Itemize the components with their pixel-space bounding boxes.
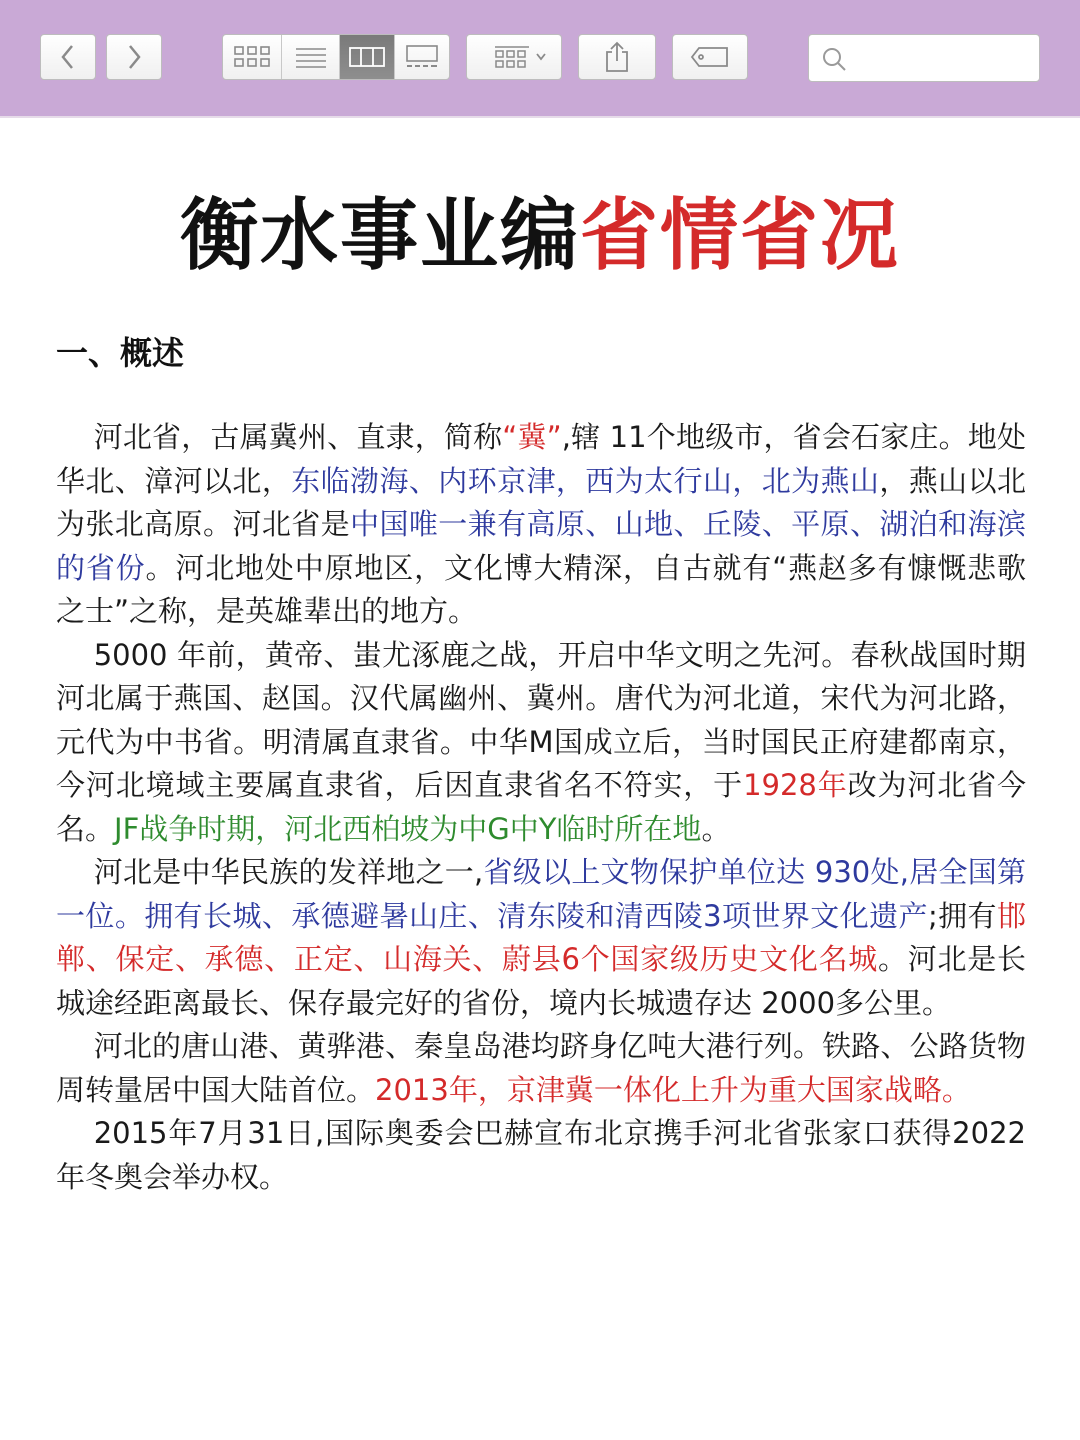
paragraph-4 [56,1025,1026,1112]
group-by-button[interactable] [466,34,562,80]
group-by-icon [479,44,549,70]
text-run: ;拥有 [927,898,997,933]
article-body [56,416,1026,1199]
chevron-right-icon [124,42,144,72]
text-run: 东临渤海、内环京津，西为太行山，北为燕山 [291,463,880,498]
search-icon [821,46,847,72]
text-run: 1928年 [743,768,848,802]
back-button[interactable] [40,34,96,80]
text-run: 改为河北省今名。 [56,768,1026,846]
text-run: 河北是中华民族的发祥地之一, [93,855,484,889]
text-run: 2015年7月31日,国际奥委会巴赫宣布北京携手河北省张家口获得2022 年冬奥会举办权。 [56,1116,1026,1194]
paragraph-3 [56,851,1026,1025]
search-input[interactable] [857,43,1031,75]
list-view-button[interactable] [282,35,340,79]
view-mode-segmented-control [222,34,450,80]
share-button[interactable] [578,34,656,80]
text-run: 2013年，京津冀一体化上升为重大国家战略。 [375,1072,971,1107]
search-field[interactable] [808,34,1040,82]
text-run: 河北的唐山港、黄骅港、秦皇岛港均跻身亿吨大港行列。铁路、公路货物周转量居中国大陆首位。 [56,1029,1026,1107]
column-view-button[interactable] [340,35,396,79]
tag-icon [689,45,731,69]
tag-button[interactable] [672,34,748,80]
page-title [0,186,1080,286]
text-run: 邯郸、保定、承德、正定、山海关、蔚县6个国家级历史文化名城 [56,898,1026,976]
section-heading: 一、概述 [56,334,185,372]
gallery-view-button[interactable] [395,35,449,79]
text-run: JF战争时期，河北西柏坡为中G中Y临时所在地 [114,811,702,846]
text-run: 河北省，古属冀州、直隶，简称 [93,420,503,454]
share-icon [601,40,633,74]
forward-button[interactable] [106,34,162,80]
text-run: 中国唯一兼有高原、山地、丘陵、平原、湖泊和海滨的省份 [56,507,1026,585]
grid-view-button[interactable] [223,35,282,79]
text-run: “冀” [502,420,562,454]
text-run: 。河北是长城途经距离最长、保存最完好的省份，境内长城遗存达 2000多公里。 [56,942,1026,1020]
text-run: 省级以上文物保护单位达 930处,居全国第一位。拥有长城、承德避暑山庄、清东陵和清西陵3项世界文化遗产 [56,855,1026,933]
list-view-icon [294,45,328,69]
text-run: 。河北地处中原地区，文化博大精深，自古就有“燕赵多有慷慨悲歌之士”之称，是英雄辈出的地方。 [56,550,1026,628]
title-red: 省情省况 [580,191,901,281]
text-run: 。 [701,811,731,846]
grid-view-icon [232,44,272,70]
toolbar [0,0,1080,118]
paragraph-1 [56,416,1026,634]
gallery-view-icon [403,44,441,70]
column-view-icon [348,46,386,68]
text-run: ，燕山以北为张北高原。河北省是 [56,463,1026,541]
title-black: 衡水事业编 [179,191,580,281]
paragraph-5 [56,1112,1026,1199]
paragraph-2 [56,634,1026,852]
chevron-left-icon [58,42,78,72]
text-run: 5000 年前，黄帝、蚩尤涿鹿之战，开启中华文明之先河。春秋战国时期河北属于燕国、赵国。汉代属幽州、冀州。唐代为河北道，宋代为河北路，元代为中书省。明清属直隶省。中华M国成立后，当时国民正府建都南京，今河北境域主要属直隶省，后因直隶省名不符实，于 [56,637,1026,802]
text-run: ,辖 11个地级市，省会石家庄。地处华北、漳河以北， [56,420,1026,498]
